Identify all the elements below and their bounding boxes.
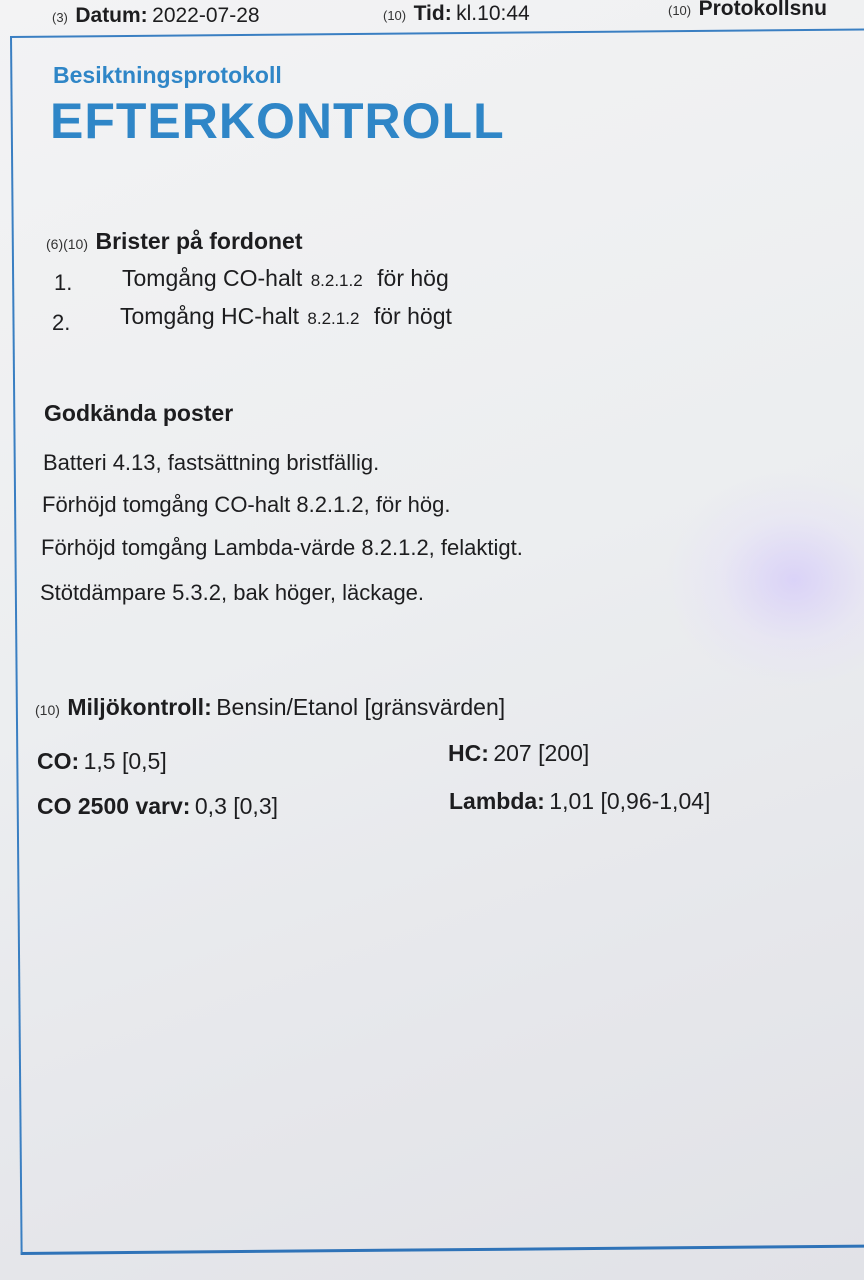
co2500-label: CO 2500 varv:	[37, 793, 191, 819]
hc-label: HC:	[448, 740, 489, 766]
co-value: 1,5 [0,5]	[83, 748, 167, 774]
tid-value: kl.10:44	[456, 2, 530, 25]
brister-heading	[46, 228, 303, 255]
defect-status: för högt	[373, 303, 452, 329]
hc-value: 207 [200]	[493, 740, 590, 766]
header-protokoll	[668, 0, 827, 21]
brister-ref: (6)(10)	[46, 236, 89, 252]
list-item: Förhöjd tomgång Lambda-värde 8.2.1.2, felaktigt.	[41, 535, 523, 560]
header-tid	[383, 2, 530, 26]
miljo-title: Miljökontroll:	[67, 694, 212, 720]
miljo-heading	[35, 694, 505, 721]
document-title: EFTERKONTROLL	[50, 93, 505, 149]
defect-code: 8.2.1.2	[310, 271, 363, 290]
defect-number: 1.	[54, 270, 73, 295]
co-reading	[37, 748, 167, 775]
miljo-fuel: Bensin/Etanol [gränsvärden]	[216, 694, 506, 720]
defect-status: för hög	[377, 265, 449, 291]
godkanda-title: Godkända poster	[44, 400, 234, 426]
defect-text: Tomgång HC-halt	[120, 303, 299, 329]
document-subtitle: Besiktningsprotokoll	[53, 62, 282, 88]
list-item: Stötdämpare 5.3.2, bak höger, läckage.	[40, 580, 425, 605]
datum-label: Datum:	[75, 4, 148, 27]
tid-label: Tid:	[413, 2, 452, 25]
co2500-value: 0,3 [0,3]	[194, 793, 279, 819]
list-item: Förhöjd tomgång CO-halt 8.2.1.2, för hög.	[42, 492, 451, 517]
list-item: Batteri 4.13, fastsättning bristfällig.	[43, 450, 380, 475]
co-label: CO:	[37, 748, 80, 774]
protocol-frame	[10, 28, 864, 1255]
protokoll-ref: (10)	[668, 3, 692, 18]
co2500-reading	[37, 793, 278, 820]
list-item	[54, 270, 72, 296]
datum-ref: (3)	[52, 10, 68, 25]
defect-text: Tomgång CO-halt	[122, 265, 303, 291]
protokoll-label: Protokollsnu	[698, 0, 827, 20]
defect-code: 8.2.1.2	[307, 309, 360, 328]
lambda-label: Lambda:	[449, 788, 545, 814]
list-item	[122, 265, 449, 292]
datum-value: 2022-07-28	[152, 4, 260, 27]
list-item	[120, 303, 452, 330]
header-datum	[52, 4, 260, 28]
brister-title: Brister på fordonet	[95, 228, 303, 254]
hc-reading	[448, 740, 589, 767]
list-item	[52, 310, 70, 336]
tid-ref: (10)	[383, 8, 407, 23]
lambda-reading	[449, 788, 710, 815]
defect-number: 2.	[52, 310, 71, 335]
lambda-value: 1,01 [0,96-1,04]	[549, 788, 711, 814]
miljo-ref: (10)	[35, 702, 60, 718]
